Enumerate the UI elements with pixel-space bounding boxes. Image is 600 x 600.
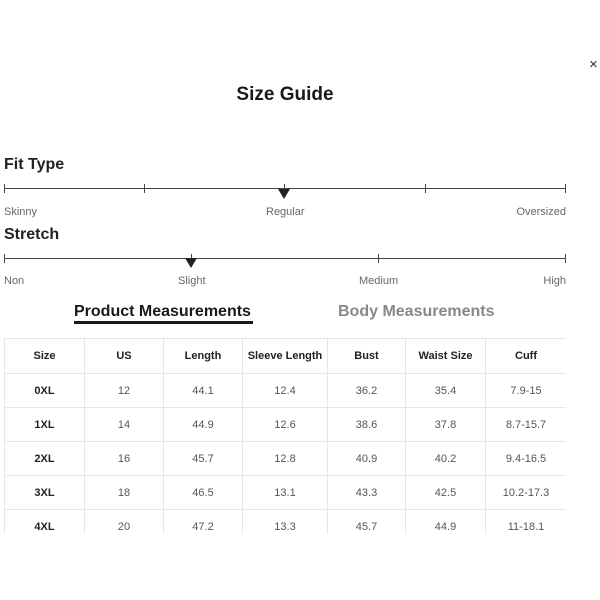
table-cell: 46.5 [164,476,243,510]
close-icon[interactable]: × [589,56,598,73]
table-cell: 14 [85,408,164,442]
active-tab-underline [74,321,253,324]
stretch-tick [378,254,379,263]
table-cell: 12.8 [243,442,328,476]
size-table [4,338,566,534]
table-header-row [5,339,567,374]
size-table-container[interactable] [4,338,566,534]
table-cell: 45.7 [164,442,243,476]
table-cell: 10.2-17.3 [486,476,567,510]
stretch-option-slight: Slight [178,275,206,287]
fit-type-option-regular: Regular [266,206,305,218]
header-bust: Bust [328,339,406,374]
stretch-tick [565,254,566,263]
header-size: Size [5,339,85,374]
table-cell: 45.7 [328,510,406,535]
fit-type-options [4,206,566,220]
table-cell: 20 [85,510,164,535]
table-cell: 44.9 [164,408,243,442]
stretch-option-high: High [543,275,566,287]
header-cuff: Cuff [486,339,567,374]
stretch-track [4,258,566,259]
stretch-options [4,275,566,289]
fit-type-marker-icon [278,189,290,199]
table-cell: 2XL [5,442,85,476]
table-row [5,510,567,535]
table-cell: 13.3 [243,510,328,535]
table-cell: 40.9 [328,442,406,476]
fit-type-option-oversized: Oversized [516,206,566,218]
header-us: US [85,339,164,374]
table-cell: 16 [85,442,164,476]
table-cell: 44.1 [164,374,243,408]
table-cell: 38.6 [328,408,406,442]
fit-type-label: Fit Type [4,156,65,173]
table-cell: 9.4-16.5 [486,442,567,476]
table-cell: 13.1 [243,476,328,510]
header-length: Length [164,339,243,374]
table-cell: 3XL [5,476,85,510]
table-cell: 40.2 [406,442,486,476]
measurement-tabs [0,300,600,330]
fit-type-tick [144,184,145,193]
table-row [5,476,567,510]
table-row [5,374,567,408]
table-cell: 18 [85,476,164,510]
table-cell: 8.7-15.7 [486,408,567,442]
stretch-label: Stretch [4,226,60,243]
table-cell: 12.4 [243,374,328,408]
table-row [5,408,567,442]
page-title: Size Guide [236,84,334,105]
stretch-option-medium: Medium [359,275,399,287]
table-cell: 12 [85,374,164,408]
table-cell: 7.9-15 [486,374,567,408]
stretch-scale[interactable] [4,254,566,266]
table-cell: 11-18.1 [486,510,567,535]
header-sleeve-length: Sleeve Length [243,339,328,374]
table-cell: 43.3 [328,476,406,510]
tab-product-measurements[interactable]: Product Measurements [74,303,251,320]
table-row [5,442,567,476]
table-cell: 12.6 [243,408,328,442]
fit-type-tick [565,184,566,193]
fit-type-option-skinny: Skinny [4,206,38,218]
table-cell: 4XL [5,510,85,535]
fit-type-scale[interactable] [4,184,566,196]
table-cell: 37.8 [406,408,486,442]
table-cell: 1XL [5,408,85,442]
stretch-marker-icon [185,258,197,268]
table-cell: 0XL [5,374,85,408]
stretch-option-non: Non [4,275,25,287]
stretch-tick [4,254,5,263]
table-cell: 47.2 [164,510,243,535]
tab-body-measurements[interactable]: Body Measurements [338,303,495,320]
table-cell: 42.5 [406,476,486,510]
table-cell: 35.4 [406,374,486,408]
header-waist-size: Waist Size [406,339,486,374]
table-cell: 36.2 [328,374,406,408]
table-cell: 44.9 [406,510,486,535]
fit-type-tick [4,184,5,193]
fit-type-tick [425,184,426,193]
